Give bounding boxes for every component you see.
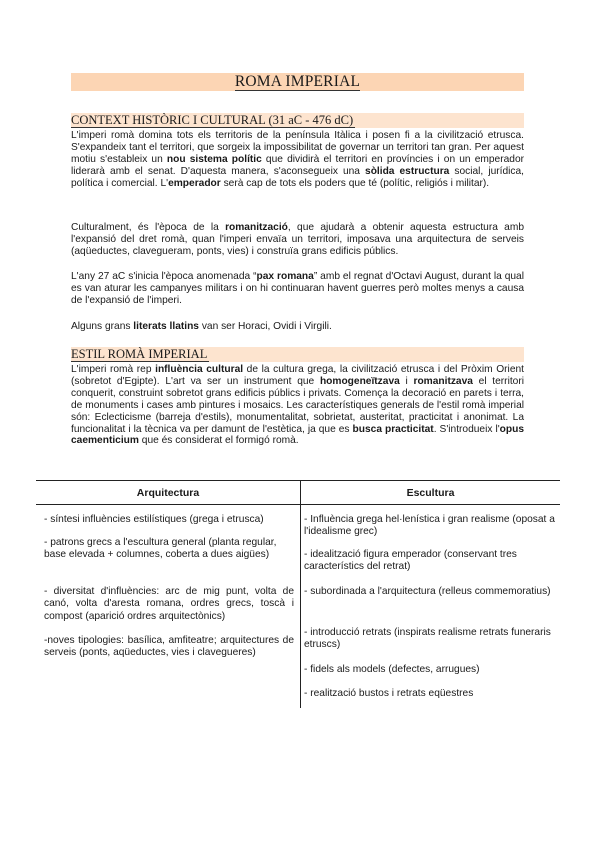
- arquitectura-item: - diversitat d'influències: arc de mig punt, volta de canó, volta d'aresta romana, ordres grecs, toscà i compost (aparició ordres arquitectònics): [44, 586, 294, 622]
- table-header-border: [36, 504, 560, 505]
- section-heading-context: CONTEXT HISTÒRIC I CULTURAL (31 aC - 476 dC): [71, 113, 524, 128]
- arquitectura-item: -noves tipologies: basílica, amfiteatre; arquitectures de serveis (ponts, aqüeductes, vies i clavegueres): [44, 635, 294, 659]
- table-column-divider: [300, 480, 301, 708]
- table-top-border: [36, 480, 560, 481]
- escultura-item: - idealització figura emperador (conservant tres característics del retrat): [304, 549, 517, 573]
- escultura-item: - realització bustos i retrats eqüestres: [304, 688, 474, 699]
- paragraph-context-2: Culturalment, és l'època de la romanització, que ajudarà a obtenir aquesta estructura amb l'expansió del dret romà, quan l'imperi envaïa un territori, imposava una arquitectura de serveis (aqüeductes, clavegueram, ponts, vies) i construïa grans edificis públics.: [71, 222, 524, 257]
- paragraph-context-3: L'any 27 aC s'inicia l'època anomenada “pax romana” amb el regnat d'Octavi August, durant la qual es van aturar les campanyes militars i on hi continuaran havent guerres però moltes menys a causa de l'expansió de l'imperi.: [71, 271, 524, 306]
- section-heading-style: ESTIL ROMÀ IMPERIAL: [71, 347, 524, 362]
- escultura-item: - introducció retrats (inspirats realisme retrats funeraris etruscs): [304, 627, 551, 651]
- paragraph-context-1: L'imperi romà domina tots els territoris de la península Itàlica i posen fi a la civilització etrusca. S'expandeix tant el territori, que sorgeix la impossibilitat de governar un territori tan gran. Per aquest motiu s'estableix un nou sistema polític que dividirà el territori en províncies i on un emperador liderarà amb el senat. D'aquesta manera, s'aconsegueix una sòlida estructura social, jurídica, política i comercial. L'emperador serà cap de tots els poders que té (polític, religiós i militar).: [71, 130, 525, 189]
- escultura-item: - Influència grega hel·lenística i gran realisme (oposat a l'idealisme grec): [304, 514, 555, 538]
- escultura-item: - fidels als models (defectes, arrugues): [304, 664, 480, 675]
- document-title: ROMA IMPERIAL: [71, 73, 524, 91]
- comparison-table: [36, 480, 560, 708]
- arquitectura-item: - patrons grecs a l'escultura general (planta regular, base elevada + columnes, coberta a dues aigües): [44, 537, 277, 561]
- arquitectura-item: - síntesi influències estilístiques (grega i etrusca): [44, 514, 264, 525]
- paragraph-style: L'imperi romà rep influència cultural de la cultura grega, la civilització etrusca i del Pròxim Orient (sobretot d'Egipte). L'art va ser un instrument que homogeneïtzava i romanitzava el territori conquerit, construint sobretot grans edificis públics i privats. Comença la decoració en parets i terra, de monuments i cases amb pintures i mosaics. Les característiques generals de l'estil romà imperial són: Eclecticisme (barreja d'estils), monumentalitat, sobrietat, austeritat, practicitat i anonimat. La funcionalitat i la tècnica va per damunt de l'estètica, ja que es busca practicitat. S'introdueix l'opus caementicium que és considerat el formigó romà.: [71, 364, 524, 447]
- table-header-escultura: Escultura: [406, 487, 455, 499]
- table-header-arquitectura: Arquitectura: [136, 487, 200, 499]
- paragraph-context-4: Alguns grans literats llatins van ser Horaci, Ovidi i Virgili.: [71, 321, 332, 332]
- escultura-item: - subordinada a l'arquitectura (relleus commemoratius): [304, 586, 551, 597]
